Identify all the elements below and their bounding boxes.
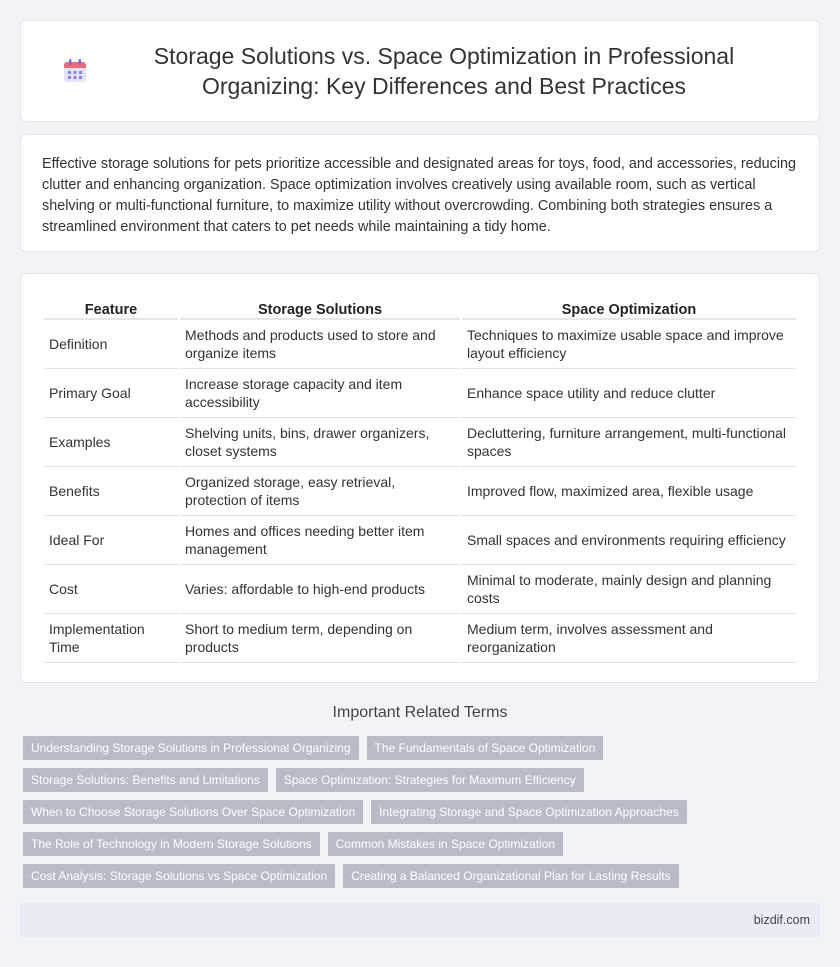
table-row <box>44 467 796 516</box>
table-cell-feature: Ideal For <box>44 516 178 565</box>
related-terms-tags <box>23 736 813 896</box>
table-cell-space: Improved flow, maximized area, flexible usage <box>462 467 796 516</box>
table-cell-storage: Organized storage, easy retrieval, protection of items <box>180 467 460 516</box>
related-term-tag[interactable]: Cost Analysis: Storage Solutions vs Space Optimization <box>23 864 335 888</box>
table-cell-storage: Homes and offices needing better item management <box>180 516 460 565</box>
footer-site-link[interactable]: bizdif.com <box>753 913 810 927</box>
table-cell-space: Techniques to maximize usable space and improve layout efficiency <box>462 320 796 369</box>
comparison-card <box>20 273 820 683</box>
table-cell-space: Medium term, involves assessment and reorganization <box>462 614 796 663</box>
intro-paragraph: Effective storage solutions for pets prioritize accessible and designated areas for toys, food, and accessories, reducing clutter and enhancing organization. Space optimization involves creatively using available room, such as vertical shelving or multi-functional furniture, to maximize utility without overcrowding. Combining both strategies ensures a streamlined environment that caters to pet needs while maintaining a tidy home. <box>42 156 797 235</box>
table-cell-feature: Cost <box>44 565 178 614</box>
table-cell-storage: Methods and products used to store and organize items <box>180 320 460 369</box>
related-terms-title: Important Related Terms <box>332 704 508 721</box>
table-row <box>44 614 796 663</box>
intro-card <box>20 134 820 252</box>
related-term-tag[interactable]: Common Mistakes in Space Optimization <box>328 832 563 856</box>
related-term-tag[interactable]: The Role of Technology in Modern Storage Solutions <box>23 832 320 856</box>
table-cell-space: Minimal to moderate, mainly design and planning costs <box>462 565 796 614</box>
related-term-tag[interactable]: The Fundamentals of Space Optimization <box>367 736 604 760</box>
page-title: Storage Solutions vs. Space Optimization in Professional Organizing: Key Differences and Best Practices <box>153 43 735 99</box>
table-cell-storage: Increase storage capacity and item accessibility <box>180 369 460 418</box>
table-row <box>44 369 796 418</box>
related-term-tag[interactable]: When to Choose Storage Solutions Over Space Optimization <box>23 800 363 824</box>
column-header-feature: Feature <box>44 296 178 320</box>
column-header-space-optimization: Space Optimization <box>462 296 796 320</box>
related-term-tag[interactable]: Creating a Balanced Organizational Plan for Lasting Results <box>343 864 679 888</box>
table-cell-feature: Examples <box>44 418 178 467</box>
related-term-tag[interactable]: Understanding Storage Solutions in Professional Organizing <box>23 736 359 760</box>
related-term-tag[interactable]: Space Optimization: Strategies for Maximum Efficiency <box>276 768 584 792</box>
table-cell-feature: Implementation Time <box>44 614 178 663</box>
table-cell-space: Decluttering, furniture arrangement, multi-functional spaces <box>462 418 796 467</box>
related-term-tag[interactable]: Integrating Storage and Space Optimization Approaches <box>371 800 687 824</box>
header-card <box>20 20 820 122</box>
table-header-row <box>44 296 796 320</box>
table-cell-storage: Short to medium term, depending on products <box>180 614 460 663</box>
table-cell-feature: Primary Goal <box>44 369 178 418</box>
table-row <box>44 320 796 369</box>
table-row <box>44 516 796 565</box>
table-cell-space: Enhance space utility and reduce clutter <box>462 369 796 418</box>
table-row <box>44 565 796 614</box>
table-cell-feature: Benefits <box>44 467 178 516</box>
table-cell-storage: Varies: affordable to high-end products <box>180 565 460 614</box>
related-term-tag[interactable]: Storage Solutions: Benefits and Limitations <box>23 768 268 792</box>
table-row <box>44 418 796 467</box>
footer <box>20 903 820 937</box>
calendar-icon <box>61 57 89 85</box>
table-cell-storage: Shelving units, bins, drawer organizers, closet systems <box>180 418 460 467</box>
table-cell-feature: Definition <box>44 320 178 369</box>
column-header-storage-solutions: Storage Solutions <box>180 296 460 320</box>
table-cell-space: Small spaces and environments requiring efficiency <box>462 516 796 565</box>
comparison-table <box>42 296 798 663</box>
